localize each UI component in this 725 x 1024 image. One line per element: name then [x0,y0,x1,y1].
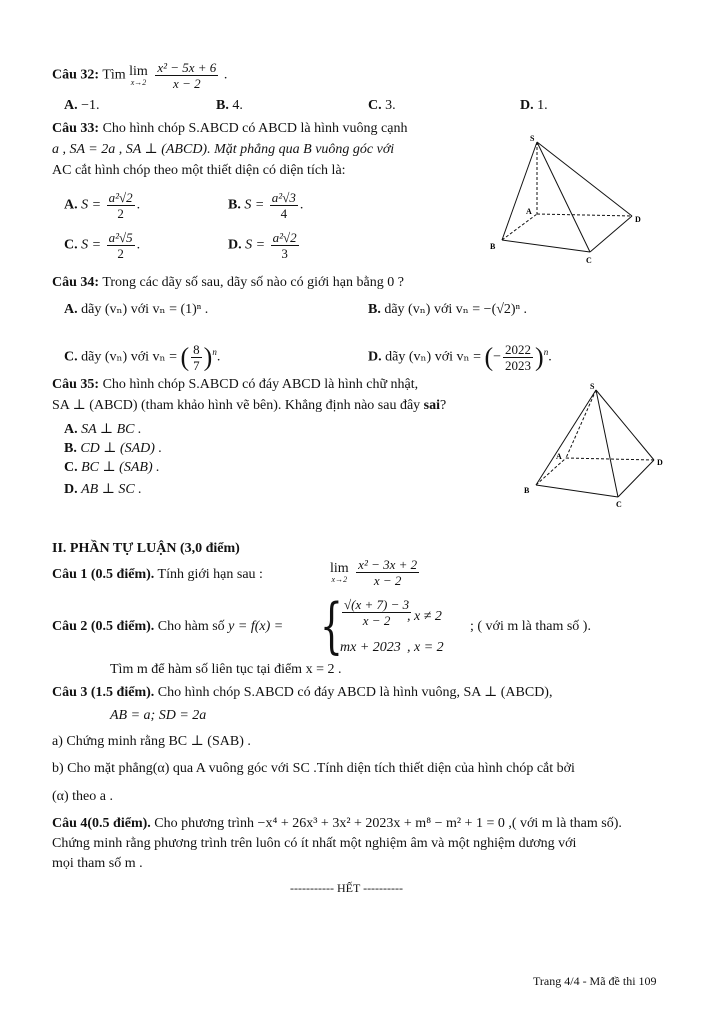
fig1-label-a: A [526,207,532,216]
q34-option-d: D. dãy (vₙ) với vₙ = (− $\frac{2022}{2023}$ )$^n$. [368,342,552,373]
q34-option-b: B. dãy (vₙ) với vₙ = −(√2)ⁿ . [368,302,527,317]
c3-part-b: b) Cho mặt phẳng(α) qua A vuông góc với SC .Tính diện tích thiết diện của hình chóp cắt bởi [52,761,575,776]
q35-line2: SA ⊥ (ABCD) (tham khảo hình vẽ bên). Khẳng định nào sau đây sai? [52,398,447,413]
q32-option-d: D. 1. [520,98,548,113]
q33-line2: a , SA = 2a , SA ⊥ (ABCD). Mặt phẳng qua B vuông góc với [52,142,395,157]
fig1-label-s: S [530,134,535,143]
c3-line1: Câu 3 (1.5 điểm). Cho hình chóp S.ABCD có đáy ABCD là hình vuông, SA ⊥ (ABCD), [52,685,553,700]
c2-case1-cond: , x ≠ 2 [407,609,442,624]
q32-option-a: A. −1. [64,98,100,113]
q32-prompt: Tìm [102,67,126,83]
c3-part-b2: (α) theo a . [52,789,113,804]
q33-option-c: C. S = $\frac{\text{a²√5}}{2}$ . [64,230,141,261]
end-marker: ----------- HẾT ---------- [290,881,404,895]
q32-option-b: B. 4. [216,98,243,113]
q35-line1: Câu 35: Cho hình chóp S.ABCD có đáy ABCD là hình chữ nhật, [52,377,419,392]
q33-option-d: D. S = $\frac{\text{a²√2}}{3}$ [228,230,297,261]
q33-option-a: A. S = $\frac{\text{a²√2}}{2}$ . [64,190,141,221]
q35-option-d: D. AB ⊥ SC . [64,482,142,497]
c2-line2: Tìm m để hàm số liên tục tại điểm x = 2 . [110,662,342,677]
fig2-label-a: A [556,452,562,461]
q35-option-a: A. SA ⊥ BC . [64,422,142,437]
q32-fraction: $\frac{\text{x² − 5x + 6}}{x - 2}$ [157,60,217,91]
q33-line3: AC cắt hình chóp theo một thiết diện có diện tích là: [52,163,346,178]
c3-line2: AB = a; SD = 2a [110,708,207,723]
fig2-label-c: C [616,500,622,508]
part2-title: II. PHẦN TỰ LUẬN (3,0 điểm) [52,541,240,556]
c2-case2-cond: , x = 2 [407,640,444,655]
c1-limit: lim x→2 $\frac{\text{x² − 3x + 2}}{x - 2}$ [330,557,418,588]
c2-note: ; ( với m là tham số ). [470,619,591,634]
q32-option-c: C. 3. [368,98,396,113]
q35-option-b: B. CD ⊥ (SAD) . [64,441,162,456]
q35-option-c: C. BC ⊥ (SAB) . [64,460,160,475]
c4-line3: mọi tham số m . [52,856,143,871]
q33-line1: Câu 33: Cho hình chóp S.ABCD có ABCD là hình vuông cạnh [52,121,408,136]
c2-case2: mx + 2023 [340,640,401,655]
q34-line: Câu 34: Trong các dãy số sau, dãy số nào có giới hạn bằng 0 ? [52,275,404,290]
pyramid-figure-1 [480,130,660,270]
fig1-label-d: D [635,215,641,224]
q32-label: Câu 32: [52,67,100,83]
fig2-label-d: D [657,458,663,467]
c2-case1: $\frac{√(x + 7) - 3}{x - 2}$ [344,597,410,628]
q33-option-b: B. S = $\frac{\text{a²√3}}{4}$ . [228,190,304,221]
q34-option-a: A. dãy (vₙ) với vₙ = (1)ⁿ . [64,302,209,317]
q32-line: Câu 32: Tìm lim x→2 $\frac{\text{x² − 5x + 6}}{x - 2}$ . [52,60,228,91]
c4-line2: Chứng minh rằng phương trình trên luôn có ít nhất một nghiệm âm và một nghiệm dương với [52,836,577,851]
pyramid-figure-2 [514,380,674,508]
c1-line: Câu 1 (0.5 điểm). Tính giới hạn sau : [52,567,263,582]
fig1-label-b: B [490,242,496,251]
c2-brace: { [320,591,343,661]
q34-option-c: C. dãy (vₙ) với vₙ = ( $\frac{8}{7}$ )$^n$. [64,342,221,373]
fig1-label-c: C [586,256,592,265]
fig2-label-b: B [524,486,530,495]
c3-part-a: a) Chứng minh rằng BC ⊥ (SAB) . [52,734,251,749]
q32-lim: lim x→2 [129,63,148,87]
page-footer: Trang 4/4 - Mã đề thi 109 [533,974,657,988]
fig2-label-s: S [590,382,595,391]
c4-line1: Câu 4(0.5 điểm). Cho phương trình −x⁴ + 26x³ + 3x² + 2023x + m⁸ − m² + 1 = 0 ,( với m là tham số). [52,816,622,831]
c2-line: Câu 2 (0.5 điểm). Cho hàm số y = f(x) = [52,619,284,634]
